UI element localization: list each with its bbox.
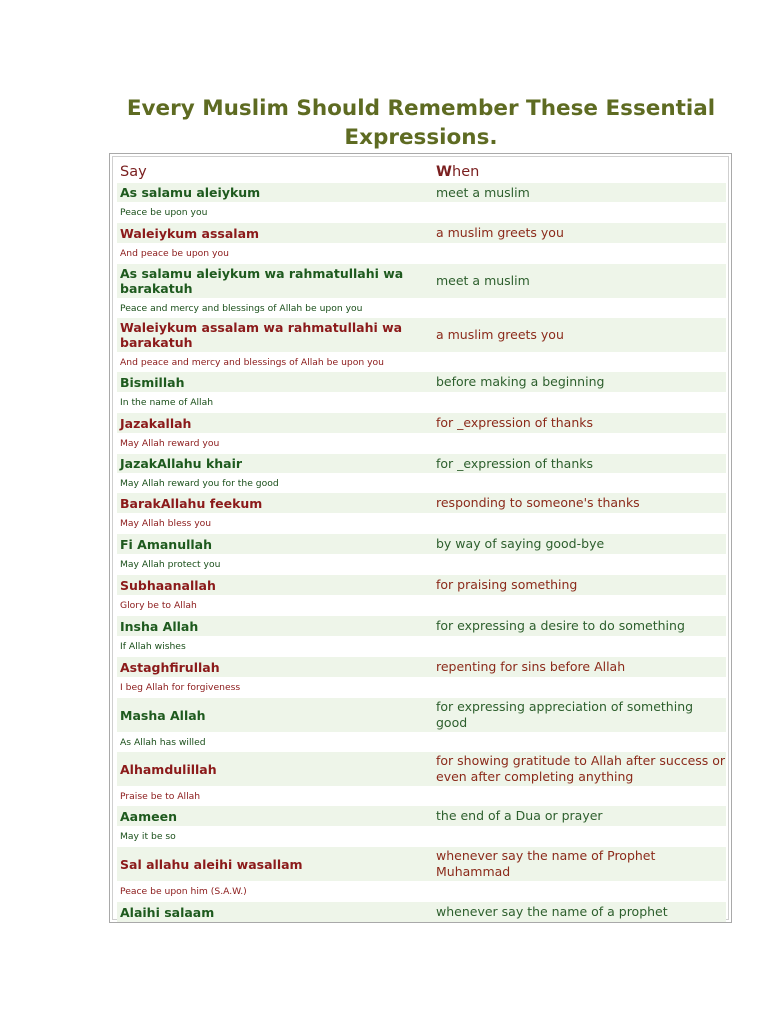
expression-term: Aameen: [120, 808, 177, 824]
expression-term: Bismillah: [120, 374, 185, 390]
expression-term: Waleiykum assalam: [120, 225, 260, 241]
table-row: [117, 534, 726, 554]
column-header-say: Say: [120, 164, 147, 180]
expression-term: Masha Allah: [120, 707, 206, 723]
expression-usage: meet a muslim: [436, 273, 530, 288]
expression-usage: for expressing appreciation of something good: [436, 699, 694, 730]
table-row: [117, 902, 726, 922]
expression-translation: May Allah bless you: [120, 518, 212, 529]
translation-row: [117, 677, 726, 698]
expression-translation: As Allah has willed: [120, 736, 206, 748]
column-header-when: [432, 164, 726, 180]
expression-translation: I beg Allah for forgiveness: [120, 682, 241, 693]
translation-row: [117, 826, 726, 847]
table-row: [117, 454, 726, 473]
expression-term: As salamu aleiykum wa rahmatullahi wa barakatuh: [120, 266, 404, 296]
table-row: [117, 847, 726, 881]
expression-translation: May it be so: [120, 831, 176, 842]
table-row: [117, 318, 726, 352]
table-row: [117, 223, 726, 243]
table-row: [117, 616, 726, 636]
expression-usage: for showing gratitude to Allah after success or even after completing anything: [436, 753, 726, 784]
expression-translation: And peace be upon you: [120, 248, 229, 259]
expression-term: Insha Allah: [120, 618, 199, 634]
expression-term: BarakAllahu feekum: [120, 495, 263, 511]
expression-usage: by way of saying good-bye: [436, 536, 605, 551]
table-row: [117, 413, 726, 433]
expression-translation: May Allah reward you for the good: [120, 477, 279, 489]
expression-term: Jazakallah: [120, 415, 192, 431]
translation-row: [117, 202, 726, 223]
expression-term: Alaihi salaam: [120, 904, 215, 920]
translation-row: [117, 392, 726, 413]
expression-translation: Peace and mercy and blessings of Allah be upon you: [120, 302, 363, 314]
expression-usage: responding to someone's thanks: [436, 495, 640, 510]
table-row: [117, 657, 726, 677]
expression-usage: before making a beginning: [436, 374, 605, 389]
expression-usage: repenting for sins before Allah: [436, 659, 626, 674]
expression-term: Waleiykum assalam wa rahmatullahi wa barakatuh: [120, 320, 403, 350]
expression-translation: In the name of Allah: [120, 397, 214, 408]
expression-usage: a muslim greets you: [436, 225, 564, 240]
expression-term: As salamu aleiykum: [120, 185, 261, 200]
expression-term: JazakAllahu khair: [120, 456, 243, 471]
expression-term: Alhamdulillah: [120, 761, 217, 777]
table-row: [117, 575, 726, 595]
translation-row: [117, 513, 726, 534]
table-row: [117, 372, 726, 392]
table-row: [117, 493, 726, 513]
expression-translation: Peace be upon you: [120, 207, 208, 218]
table-header: [117, 161, 726, 183]
expression-translation: Praise be to Allah: [120, 790, 201, 802]
column-header-when-initial: W: [436, 164, 452, 180]
translation-row: [117, 595, 726, 616]
table-row: [117, 752, 726, 786]
page-title: Every Muslim Should Remember These Essential Expressions.: [126, 96, 716, 150]
table-row: [117, 264, 726, 298]
expression-usage: for expressing a desire to do something: [436, 618, 685, 633]
translation-row: [117, 243, 726, 264]
expression-usage: whenever say the name of Prophet Muhammad: [436, 848, 656, 879]
expression-term: Sal allahu aleihi wasallam: [120, 856, 303, 872]
expression-usage: the end of a Dua or prayer: [436, 808, 603, 823]
expression-usage: for praising something: [436, 577, 578, 592]
table-row: [117, 806, 726, 826]
expressions-table: [117, 161, 726, 922]
translation-row: [117, 786, 726, 806]
expression-usage: a muslim greets you: [436, 327, 564, 342]
translation-row: [117, 554, 726, 575]
expression-term: Fi Amanullah: [120, 536, 213, 552]
expression-translation: May Allah reward you: [120, 438, 220, 449]
expression-translation: If Allah wishes: [120, 641, 186, 652]
expression-usage: for _expression of thanks: [436, 415, 593, 430]
translation-row: [117, 473, 726, 493]
table-row: [117, 183, 726, 202]
expression-term: Astaghfirullah: [120, 659, 220, 675]
translation-row: [117, 732, 726, 752]
table-row: [117, 698, 726, 732]
translation-row: [117, 298, 726, 318]
column-header-when-rest: hen: [452, 164, 480, 180]
expression-translation: And peace and mercy and blessings of Allah be upon you: [120, 356, 384, 368]
expression-usage: for _expression of thanks: [436, 455, 593, 471]
translation-row: [117, 881, 726, 902]
expression-translation: May Allah protect you: [120, 559, 221, 570]
expression-translation: Peace be upon him (S.A.W.): [120, 886, 247, 897]
expression-usage: meet a muslim: [436, 184, 530, 200]
translation-row: [117, 433, 726, 454]
translation-row: [117, 636, 726, 657]
expression-usage: whenever say the name of a prophet: [436, 904, 668, 919]
translation-row: [117, 352, 726, 372]
expression-translation: Glory be to Allah: [120, 600, 197, 611]
expression-term: Subhaanallah: [120, 577, 216, 593]
